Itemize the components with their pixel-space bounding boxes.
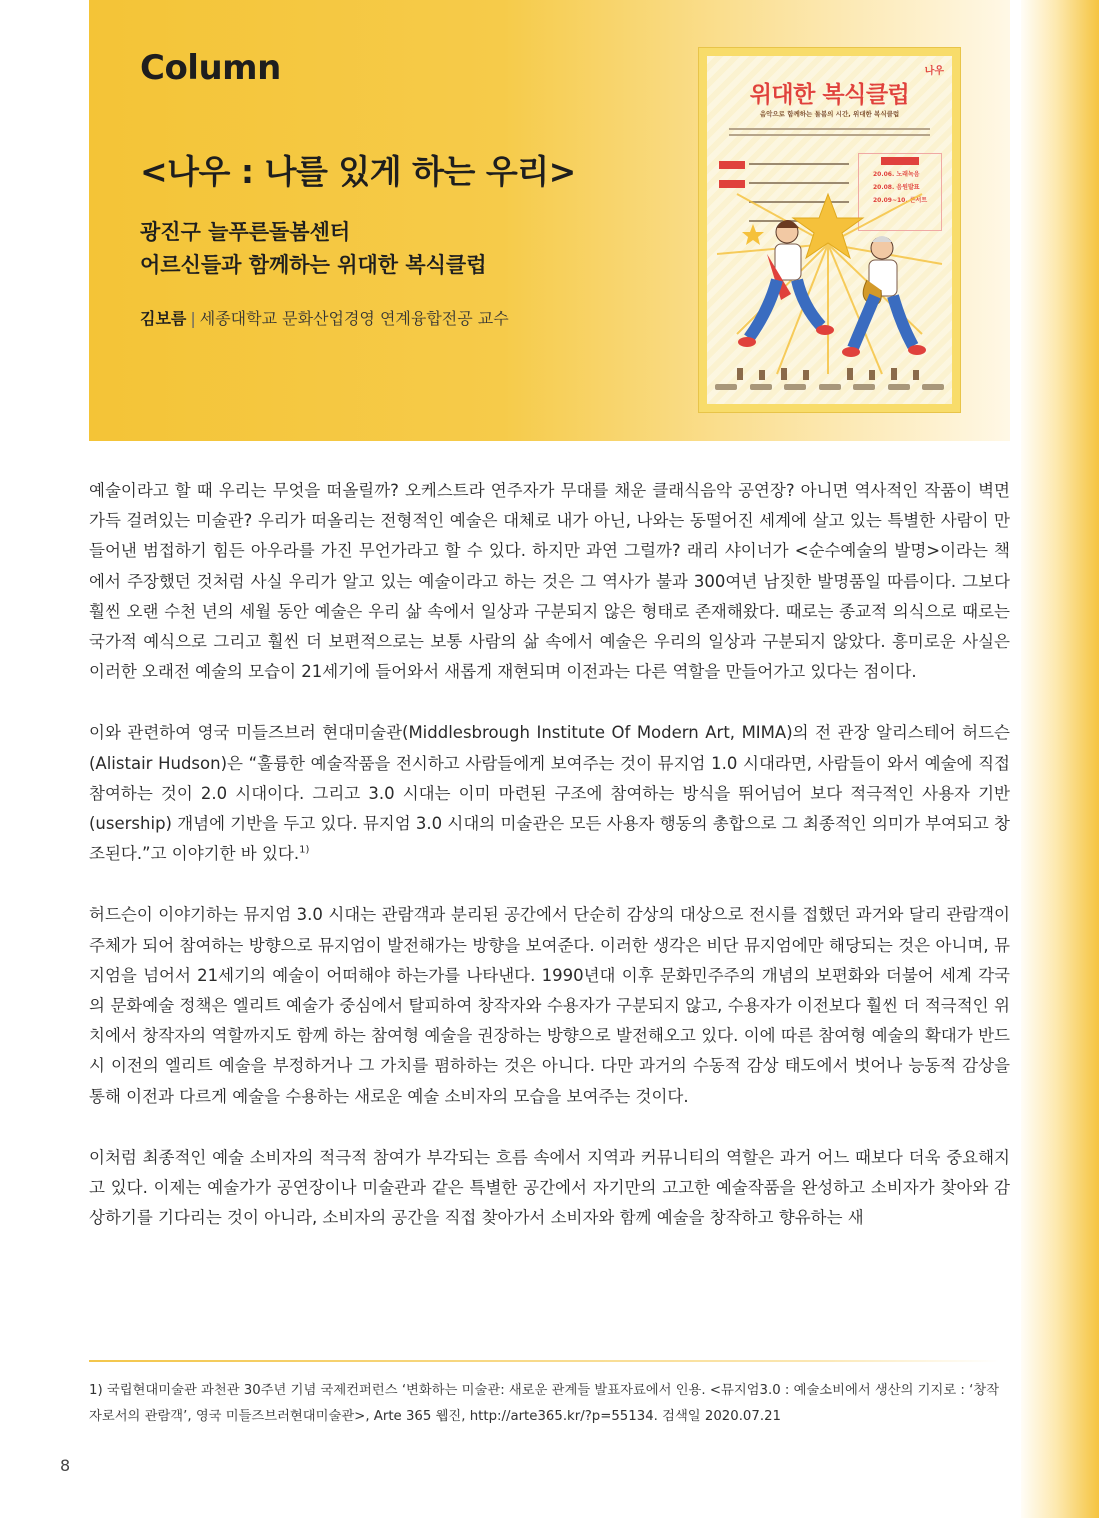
article-title: <나우 : 나를 있게 하는 우리> (140, 152, 576, 191)
body-paragraph: 예술이라고 할 때 우리는 무엇을 떠올릴까? 오케스트라 연주자가 무대를 채운 클래식음악 공연장? 아니면 역사적인 작품이 벽면 가득 걸려있는 미술관? 우리가 떠올리는 전형적인 예술은 대체로 내가 아닌, 나와는 동떨어진 세계에 살고 있는 특별한 사람이 만들어낸 범접하기 힘든 아우라를 가진 무언가라고 할 수 있다. 하지만 과연 그럴까? 래리 샤이너가 <순수예술의 발명>이라는 책에서 주장했던 것처럼 사실 우리가 알고 있는 예술이라고 하는 것은 그 역사가 불과 300여년 남짓한 발명품일 따름이다. 그보다 훨씬 오랜 수천 년의 세월 동안 예술은 우리 삶 속에서 일상과 구분되지 않은 형태로 존재해왔다. 때로는 종교적 의식으로 때로는 국가적 예식으로 그리고 훨씬 더 보편적으로는 보통 사람의 삶 속에서 예술은 우리의 일상과 구분되지 않았다. 흥미로운 사실은 이러한 오래전 예술의 모습이 21세기에 들어와서 새롭게 재현되며 이전과는 다른 역할을 만들어가고 있다는 점이다. (89, 481, 1010, 682)
author-separator: | (190, 309, 196, 328)
subtitle-line-2: 어르신들과 함께하는 위대한 복식클럽 (140, 253, 487, 277)
column-label: Column (140, 48, 281, 88)
body-paragraph: 이처럼 최종적인 예술 소비자의 적극적 참여가 부각되는 흐름 속에서 지역과 커뮤니티의 역할은 과거 어느 때보다 더욱 중요해지고 있다. 이제는 예술가가 공연장이나 미술관과 같은 특별한 공간에서 자기만의 고고한 예술작품을 완성하고 소비자가 찾아와 감상하기를 기다리는 것이 아니라, 소비자의 공간을 직접 찾아가서 소비자와 함께 예술을 창작하고 향유하는 새 (89, 1147, 1010, 1228)
page-edge-gradient (1021, 0, 1099, 1518)
poster-sponsor-logos (715, 378, 944, 396)
subtitle-line-1: 광진구 늘푸른돌봄센터 (140, 220, 351, 244)
footnote-divider (89, 1360, 999, 1362)
body-paragraph: 허드슨이 이야기하는 뮤지엄 3.0 시대는 관람객과 분리된 공간에서 단순히 감상의 대상으로 전시를 접했던 과거와 달리 관람객이 주체가 되어 참여하는 방향으로 뮤지엄이 발전해가는 방향을 보여준다. 이러한 생각은 비단 뮤지엄에만 해당되는 것은 아니며, 뮤지엄을 넘어서 21세기의 예술이 어떠해야 하는가를 나타낸다. 1990년대 이후 문화민주주의 개념의 보편화와 더불어 세계 각국의 문화예술 정책은 엘리트 예술가 중심에서 탈피하여 창작자와 수용자가 구분되지 않고, 수용자가 이전보다 훨씬 더 적극적인 위치에서 창작자의 역할까지도 함께 하는 참여형 예술을 권장하는 방향으로 발전해오고 있다. 이에 따른 참여형 예술의 확대가 반드시 이전의 엘리트 예술을 부정하거나 그 가치를 폄하하는 것은 아니다. 다만 과거의 수동적 감상 태도에서 벗어나 능동적 감상을 통해 이전과 다르게 예술을 수용하는 새로운 예술 소비자의 모습을 보여주는 것이다. (89, 905, 1010, 1106)
poster-description-lines (729, 124, 930, 140)
author-affiliation: 세종대학교 문화산업경영 연계융합전공 교수 (199, 309, 509, 328)
body-paragraph-text: 이와 관련하여 영국 미들즈브러 현대미술관(Middlesbrough Institute Of Modern Art, MIMA)의 전 관장 알리스테어 허드슨(Alistair Hudson)은 “훌륭한 예술작품을 전시하고 사람들에게 보여주는 것이 뮤지엄 1.0 시대라면, 사람들이 와서 예술에 직접 참여하는 것이 2.0 시대이다. 그리고 3.0 시대는 이미 마련된 구조에 참여하는 방식을 뛰어넘어 보다 적극적인 사용자 기반(usership) 개념에 기반을 두고 있다. 뮤지엄 3.0 시대의 미술관은 모든 사용자 행동의 총합으로 그 최종적인 의미가 부여되고 창조된다.”고 이야기한 바 있다. (89, 723, 1010, 864)
page-number: 8 (60, 1456, 71, 1475)
footnote: 1) 국립현대미술관 과천관 30주년 기념 국제컨퍼런스 ‘변화하는 미술관: 새로운 관계들 발표자료에서 인용. <뮤지엄3.0 : 예술소비에서 생산의 기지로 : ‘창작자로서의 관람객’, 영국 미들즈브러현대미술관>, Arte 365 웹진, http://arte365.kr/?p=55134. 검색일 2020.07.21 (89, 1383, 1000, 1424)
footnote-reference[interactable]: 1) (299, 844, 310, 856)
author-byline (140, 306, 509, 329)
event-poster-image (698, 47, 961, 413)
article-body (89, 476, 1010, 1264)
poster-schedule-item: 20.06. 노래녹음 (873, 171, 920, 178)
poster-tagline: 음악으로 함께하는 돌봄의 시간, 위대한 복식클럽 (759, 110, 900, 118)
author-name: 김보름 (140, 309, 187, 328)
poster-logo: 나우 (924, 66, 944, 77)
poster-title: 위대한 복식클럽 (749, 82, 910, 108)
poster-background (707, 56, 952, 404)
poster-illustration (707, 184, 950, 384)
poster-schedule-item: 20.09~10. 콘서트 (873, 197, 928, 204)
poster-schedule-item: 20.08. 음원발표 (873, 184, 920, 191)
article-subtitle (140, 216, 487, 282)
body-paragraph (89, 718, 1010, 869)
